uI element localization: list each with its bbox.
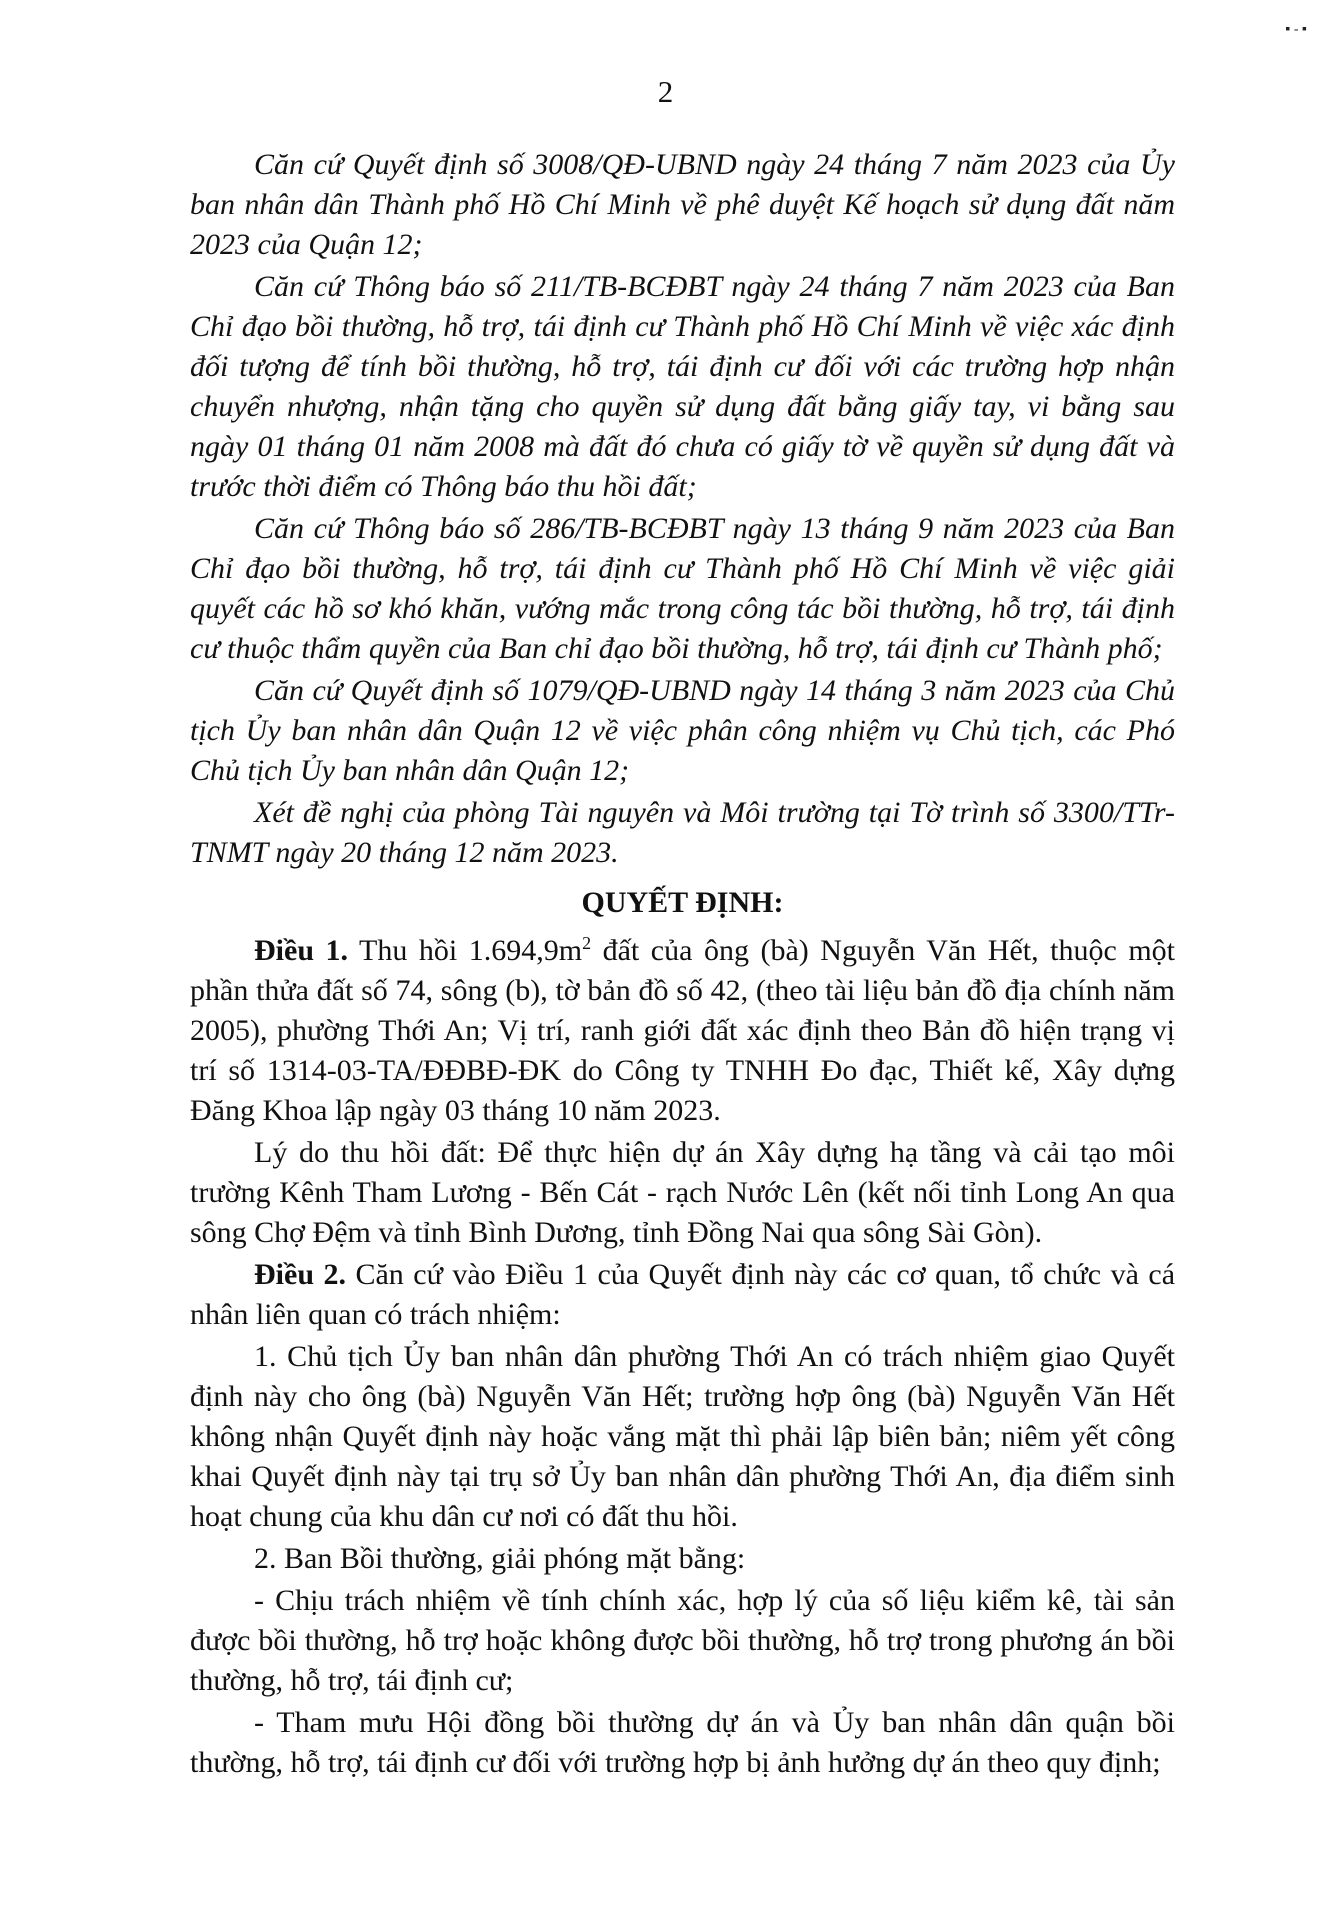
article-1-paragraph [190,931,1175,1131]
consideration-paragraph: Căn cứ Thông báo số 286/TB-BCĐBT ngày 13 tháng 9 năm 2023 của Ban Chỉ đạo bồi thường, hỗ trợ, tái định cư Thành phố Hồ Chí Minh về việc giải quyết các hồ sơ khó khăn, vướng mắc trong công tác bồi thường, hỗ trợ, tái định cư thuộc thẩm quyền của Ban chỉ đạo bồi thường, hỗ trợ, tái định cư Thành phố; [190,512,1175,665]
consideration-paragraph: Căn cứ Thông báo số 211/TB-BCĐBT ngày 24 tháng 7 năm 2023 của Ban Chỉ đạo bồi thường, hỗ trợ, tái định cư Thành phố Hồ Chí Minh về việc xác định đối tượng để tính bồi thường, hỗ trợ, tái định cư đối với các trường hợp nhận chuyển nhượng, nhận tặng cho quyền sử dụng đất bằng giấy tay, vi bằng sau ngày 01 tháng 01 năm 2008 mà đất đó chưa có giấy tờ về quyền sử dụng đất và trước thời điểm có Thông báo thu hồi đất; [190,270,1175,503]
scan-marks: ▪ ‑ ▪ [1285,22,1307,37]
article-1-text-rest: đất của ông (bà) Nguyễn Văn Hết, thuộc một phần thửa đất số 74, sông (b), tờ bản đồ số 42, (theo tài liệu bản đồ địa chính năm 2005), phường Thới An; Vị trí, ranh giới đất xác định theo Bản đồ hiện trạng vị trí số 1314-03-TA/ĐĐBĐ-ĐK do Công ty TNHH Đo đạc, Thiết kế, Xây dựng Đăng Khoa lập ngày 03 tháng 10 năm 2023. [190,934,1175,1127]
document-body [190,145,1175,1785]
article-2-item: - Chịu trách nhiệm về tính chính xác, hợp lý của số liệu kiểm kê, tài sản được bồi thường, hỗ trợ hoặc không được bồi thường, hỗ trợ trong phương án bồi thường, hỗ trợ, tái định cư; [190,1584,1175,1697]
article-2-item: - Tham mưu Hội đồng bồi thường dự án và Ủy ban nhân dân quận bồi thường, hỗ trợ, tái định cư đối với trường hợp bị ảnh hưởng dự án theo quy định; [190,1706,1175,1779]
decision-heading: QUYẾT ĐỊNH: [581,886,784,919]
article-2-item: 2. Ban Bồi thường, giải phóng mặt bằng: [254,1542,746,1575]
article-2-label: Điều 2. [254,1258,346,1291]
article-1-text-part: Thu hồi 1.694,9m [348,934,583,967]
consideration-paragraph: Xét đề nghị của phòng Tài nguyên và Môi trường tại Tờ trình số 3300/TTr-TNMT ngày 20 tháng 12 năm 2023. [190,796,1175,869]
superscript-unit: 2 [582,933,592,953]
article-2-paragraph [190,1255,1175,1335]
article-1-label: Điều 1. [254,934,349,967]
article-2-text: Căn cứ vào Điều 1 của Quyết định này các cơ quan, tổ chức và cá nhân liên quan có trách nhiệm: [190,1258,1176,1331]
article-1-reason: Lý do thu hồi đất: Để thực hiện dự án Xây dựng hạ tầng và cải tạo môi trường Kênh Tham Lương - Bến Cát - rạch Nước Lên (kết nối tỉnh Long An qua sông Chợ Đệm và tỉnh Bình Dương, tỉnh Đồng Nai qua sông Sài Gòn). [190,1136,1175,1249]
consideration-paragraph: Căn cứ Quyết định số 3008/QĐ-UBND ngày 24 tháng 7 năm 2023 của Ủy ban nhân dân Thành phố Hồ Chí Minh về phê duyệt Kế hoạch sử dụng đất năm 2023 của Quận 12; [190,148,1175,261]
article-2-item: 1. Chủ tịch Ủy ban nhân dân phường Thới An có trách nhiệm giao Quyết định này cho ông (bà) Nguyễn Văn Hết; trường hợp ông (bà) Nguyễn Văn Hết không nhận Quyết định này hoặc vắng mặt thì phải lập biên bản; niêm yết công khai Quyết định này tại trụ sở Ủy ban nhân dân phường Thới An, địa điểm sinh hoạt chung của khu dân cư nơi có đất thu hồi. [190,1340,1175,1533]
consideration-paragraph: Căn cứ Quyết định số 1079/QĐ-UBND ngày 14 tháng 3 năm 2023 của Chủ tịch Ủy ban nhân dân Quận 12 về việc phân công nhiệm vụ Chủ tịch, các Phó Chủ tịch Ủy ban nhân dân Quận 12; [190,674,1175,787]
page-number: 2 [657,74,674,109]
